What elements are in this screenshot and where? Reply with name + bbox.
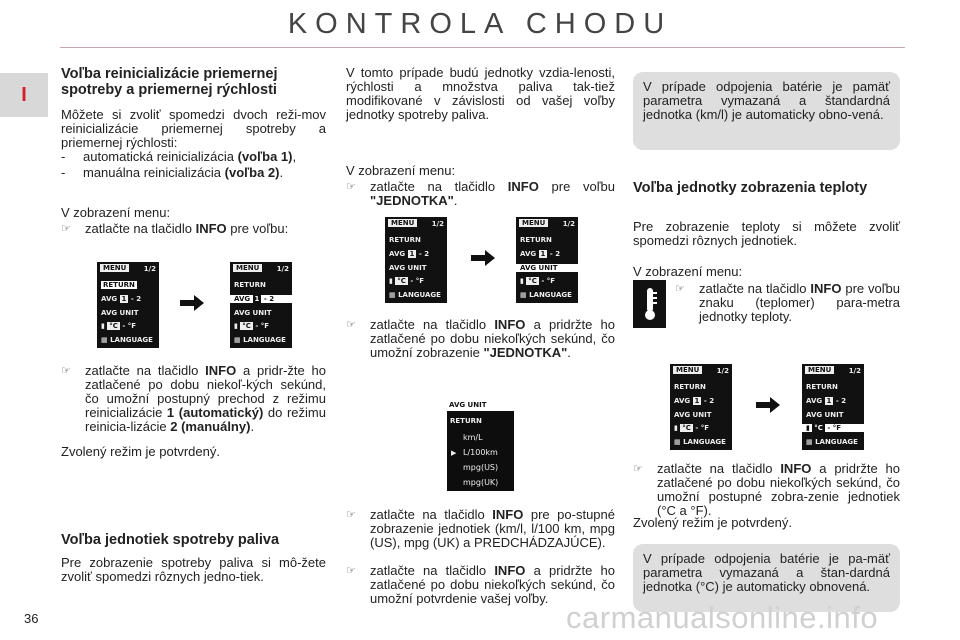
heading-reinit: Voľba reinicializácie priemernej spotreby a priemernej rýchlosti <box>61 66 278 98</box>
step-text: a pridržte ho zatlačené po dobu niekoľkých sekúnd, čo umožní postupné zobra-zenie jednotiek (°C a °F). <box>657 461 900 518</box>
step-text: pre voľbu znaku (teplomer) para-metra jednotky teploty. <box>699 281 900 324</box>
screen-avg-unit: AVG UNIT <box>516 264 578 272</box>
screen-page-label: 1/2 <box>562 220 575 228</box>
screen-option-2: 2 <box>555 250 561 258</box>
screen-fahrenheit: °F <box>832 424 842 432</box>
screen-option-2: 2 <box>269 295 275 303</box>
screen-menu-label: MENU <box>805 366 834 374</box>
step-text: zatlačte na tlačidlo <box>370 563 495 578</box>
step-info-hold-1 <box>61 364 326 434</box>
page-title: KONTROLA CHODU <box>287 8 673 40</box>
hand-pointer-icon: ☞ <box>346 509 356 521</box>
info-key-label: INFO <box>810 281 842 296</box>
display-screen-before: MENU 1/2 RETURN AVG 1 - 2 AVG UNIT ▮ °C - °F ▦ LANGUAGE <box>97 262 159 348</box>
screen-option-2: 2 <box>136 295 142 303</box>
screen-fahrenheit: °F <box>260 322 270 330</box>
step-text: do režimu reinicia-lizácie <box>85 405 326 434</box>
heading-fuel-units: Voľba jednotiek spotreby paliva <box>61 532 280 548</box>
info-key-label: INFO <box>507 179 539 194</box>
screen-celsius: °C <box>528 277 537 285</box>
option-1-text: automatická reinicializácia <box>83 149 238 164</box>
unit-selection-screen <box>447 399 514 491</box>
step-text: zatlačte na tlačidlo <box>370 179 508 194</box>
step-info-select-1 <box>61 222 326 236</box>
menu-label-1: V zobrazení menu: <box>61 205 171 220</box>
screen-language: LANGUAGE <box>398 291 441 299</box>
screen-language: LANGUAGE <box>243 336 286 344</box>
screen-option-1: 1 <box>409 250 415 258</box>
heading-temperature-unit: Voľba jednotky zobrazenia teploty <box>633 180 868 196</box>
screen-option-2: 2 <box>709 397 715 405</box>
unit-option: mpg(UK) <box>463 478 499 487</box>
option-2-text: manuálna reinicializácia <box>83 165 225 180</box>
screen-return: RETURN <box>806 383 838 391</box>
screen-avg-unit: AVG UNIT <box>234 309 272 317</box>
step-info-hold-3 <box>633 462 900 518</box>
option-1: - automatická reinicializácia (voľba 1), <box>61 149 297 164</box>
screen-avg-unit: AVG UNIT <box>389 264 427 272</box>
reinit-intro: Môžete si zvoliť spomedzi dvoch reži-mov reinicializácie priemernej spotreby a priemernej rýchlosti: <box>61 107 326 150</box>
step-text: zatlačte na tlačidlo <box>370 317 495 332</box>
display-screen-after: MENU 1/2 RETURN AVG 1 - 2 AVG UNIT ▮ °C - °F ▦ LANGUAGE <box>802 364 864 450</box>
confirm-text-1: Zvolený režim je potvrdený. <box>61 444 220 459</box>
screen-celsius: °C <box>397 277 406 285</box>
hand-pointer-icon: ☞ <box>633 463 643 475</box>
screen-avg-unit: AVG UNIT <box>674 411 712 419</box>
info-key-label: INFO <box>780 461 812 476</box>
screen-page-label: 1/2 <box>143 265 156 273</box>
screen-option-2: 2 <box>424 250 430 258</box>
menu-label-2: V zobrazení menu: <box>346 163 456 178</box>
step-info-select-2 <box>346 180 615 208</box>
step-text-end: pre voľbu: <box>226 221 289 236</box>
screen-fahrenheit: °F <box>127 322 137 330</box>
arrow-right-icon <box>756 397 780 413</box>
display-screen-before: MENU 1/2 RETURN AVG 1 - 2 AVG UNIT ▮ °C - °F ▦ LANGUAGE <box>670 364 732 450</box>
screen-menu-label: MENU <box>100 264 129 272</box>
screen-menu-label: MENU <box>388 219 417 227</box>
screen-language: LANGUAGE <box>683 438 726 446</box>
arrow-right-icon <box>471 250 495 266</box>
screen-language: LANGUAGE <box>815 438 858 446</box>
watermark-url: carmanualsonline.info <box>566 600 879 635</box>
step-text: a pridržte ho zatlačené po dobu niekoľkých sekúnd, čo umožní potvrdenie vašej voľby. <box>370 563 615 606</box>
screen-menu-label: MENU <box>233 264 262 272</box>
info-key-label: INFO <box>494 563 526 578</box>
chapter-tab <box>0 73 48 117</box>
screen-page-label: 1/2 <box>276 265 289 273</box>
step-info-hold-2 <box>346 318 615 360</box>
screen-return: RETURN <box>674 383 706 391</box>
screen-avg: AVG <box>234 295 251 303</box>
screen-avg: AVG <box>101 295 118 303</box>
unit-option: L/100km <box>463 448 498 457</box>
screen-avg: AVG <box>520 250 537 258</box>
display-screen-after: MENU 1/2 RETURN AVG 1 - 2 AVG UNIT ▮ °C - °F ▦ LANGUAGE <box>516 217 578 303</box>
info-key-label: INFO <box>205 363 237 378</box>
screen-fahrenheit: °F <box>415 277 425 285</box>
screen-fahrenheit: °F <box>546 277 556 285</box>
step-text-end: . <box>250 419 255 434</box>
step-info-cycle <box>346 508 615 550</box>
battery-note-fuel: V prípade odpojenia batérie je pamäť parametra vymazaná a štandardná jednotka (km/l) je automaticky obno-vená. <box>633 72 900 150</box>
step-text: pre po-stupné zobrazenie jednotiek (km/l, l/100 km, mpg (US), mpg (UK) a PREDCHÁDZAJÚCE). <box>370 507 615 550</box>
screen-return: RETURN <box>234 281 266 289</box>
screen-return: RETURN <box>103 281 135 289</box>
hand-pointer-icon: ☞ <box>61 365 71 377</box>
confirm-text-3: Zvolený režim je potvrdený. <box>633 515 792 530</box>
step-text: a pridr-žte ho zatlačené po dobu niekoľ-kých sekúnd, čo umožní postupný prechod z režimu reinicializácie <box>85 363 326 420</box>
mode-1-label: 1 (automatický) <box>166 405 264 420</box>
screen-option-1: 1 <box>254 295 260 303</box>
step-text-end: . <box>567 345 571 360</box>
screen-avg: AVG <box>389 250 406 258</box>
hand-pointer-icon: ☞ <box>675 283 685 295</box>
step-text: zatlačte na tlačidlo <box>85 221 196 236</box>
unit-option: km/L <box>463 433 483 442</box>
screen-menu-label: MENU <box>673 366 702 374</box>
hand-pointer-icon: ☞ <box>346 181 356 193</box>
option-2-bold: (voľba 2) <box>224 165 280 180</box>
menu-label-3: V zobrazení menu: <box>633 264 743 279</box>
battery-note-temperature: V prípade odpojenia batérie je pa-mäť parametra vymazaná a štan-dardná jednotka (°C) je automaticky obnovená. <box>633 544 900 612</box>
thermometer-icon <box>633 280 666 328</box>
arrow-right-icon <box>180 295 204 311</box>
chapter-label: I <box>21 83 27 106</box>
option-2: - manuálna reinicializácia (voľba 2). <box>61 165 284 180</box>
screen-celsius: °C <box>242 322 251 330</box>
unit-screen-title: AVG UNIT <box>447 399 514 411</box>
step-text-end: . <box>453 193 458 208</box>
screen-celsius: °C <box>682 424 691 432</box>
screen-fahrenheit: °F <box>700 424 710 432</box>
info-key-label: INFO <box>492 507 524 522</box>
screen-option-1: 1 <box>121 295 127 303</box>
fuel-units-text: Pre zobrazenie spotreby paliva si mô-žete zvoliť spomedzi rôznych jedno-tiek. <box>61 555 326 584</box>
screen-language: LANGUAGE <box>110 336 153 344</box>
unit-screen-return: RETURN <box>450 417 482 425</box>
mode-2-label: 2 (manuálny) <box>170 419 251 434</box>
step-text: pre voľbu <box>538 179 615 194</box>
screen-option-1: 1 <box>694 397 700 405</box>
step-text: zatlačte na tlačidlo <box>85 363 206 378</box>
screen-option-1: 1 <box>540 250 546 258</box>
hand-pointer-icon: ☞ <box>346 565 356 577</box>
screen-celsius: °C <box>814 424 823 432</box>
screen-page-label: 1/2 <box>848 367 861 375</box>
page-number: 36 <box>24 611 39 626</box>
screen-return: RETURN <box>520 236 552 244</box>
screen-page-label: 1/2 <box>431 220 444 228</box>
step-info-select-3 <box>675 282 900 324</box>
screen-avg: AVG <box>674 397 691 405</box>
screen-option-1: 1 <box>826 397 832 405</box>
unit-label: "JEDNOTKA" <box>370 193 454 208</box>
option-2-end: . <box>279 165 284 180</box>
screen-return: RETURN <box>389 236 421 244</box>
info-key-label: INFO <box>494 317 526 332</box>
display-screen-before: MENU 1/2 RETURN AVG 1 - 2 AVG UNIT ▮ °C - °F ▦ LANGUAGE <box>385 217 447 303</box>
screen-language: LANGUAGE <box>529 291 572 299</box>
step-text: zatlačte na tlačidlo <box>657 461 781 476</box>
fuel-units-intro: V tomto prípade budú jednotky vzdia-lenosti, rýchlosti a množstva paliva tak-tiež modifikované v závislosti od vašej voľby jednotky spotreby paliva. <box>346 65 615 122</box>
screen-page-label: 1/2 <box>716 367 729 375</box>
screen-celsius: °C <box>109 322 118 330</box>
option-1-end: , <box>292 149 297 164</box>
temperature-intro: Pre zobrazenie teploty si môžete zvoliť spomedzi rôznych jednotiek. <box>633 219 900 248</box>
step-text: zatlačte na tlačidlo <box>370 507 493 522</box>
screen-option-2: 2 <box>841 397 847 405</box>
info-key-label: INFO <box>195 221 227 236</box>
hand-pointer-icon: ☞ <box>61 223 71 235</box>
display-screen-after: MENU 1/2 RETURN AVG 1 - 2 AVG UNIT ▮ °C - °F ▦ LANGUAGE <box>230 262 292 348</box>
screen-avg-unit: AVG UNIT <box>101 309 139 317</box>
header-divider <box>60 47 905 48</box>
screen-avg: AVG <box>806 397 823 405</box>
step-text: zatlačte na tlačidlo <box>699 281 811 296</box>
screen-menu-label: MENU <box>519 219 548 227</box>
step-text: a pridržte ho zatlačené po dobu niekoľkých sekúnd, čo umožní zobrazenie <box>370 317 615 360</box>
hand-pointer-icon: ☞ <box>346 319 356 331</box>
cursor-icon: ▶ <box>451 449 457 457</box>
unit-option: mpg(US) <box>463 463 499 472</box>
option-1-bold: (voľba 1) <box>237 149 293 164</box>
unit-label: "JEDNOTKA" <box>483 345 568 360</box>
screen-avg-unit: AVG UNIT <box>806 411 844 419</box>
